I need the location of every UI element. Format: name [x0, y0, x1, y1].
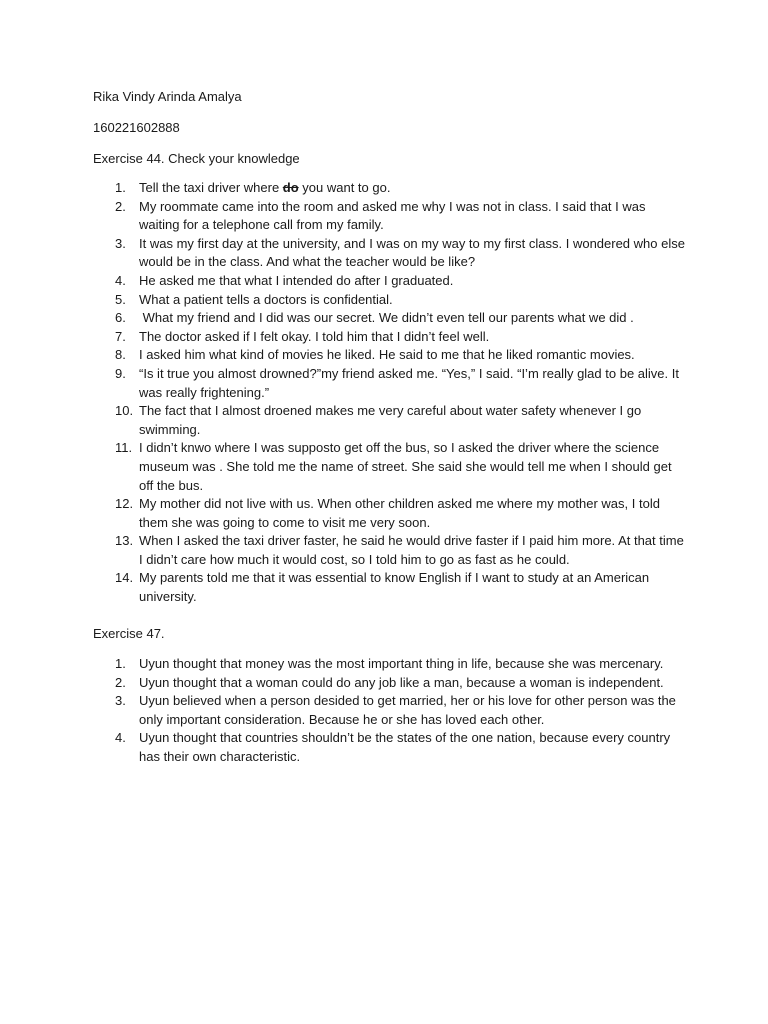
item-number: 4.: [115, 730, 126, 746]
item-text-before: Tell the taxi driver where: [139, 180, 283, 195]
list-item: [93, 674, 685, 693]
item-text: My mother did not live with us. When other children asked me where my mother was, I told them she was going to come to visit me very soon.: [139, 496, 660, 530]
item-text: Uyun believed when a person desided to get married, her or his love for other person was the only important consideration. Because he or she has loved each other.: [139, 693, 676, 727]
item-number: 6.: [115, 310, 126, 326]
item-number: 11.: [115, 440, 133, 456]
list-item: [93, 655, 685, 674]
item-number: 9.: [115, 365, 126, 381]
list-item: [93, 692, 685, 729]
struck-word: do: [282, 180, 299, 195]
item-number: 1.: [115, 656, 126, 671]
item-text: When I asked the taxi driver faster, he said he would drive faster if I paid him more. At that time I didn’t care how much it would cost, so I told him to go as fast as he could.: [139, 533, 684, 567]
item-number: 5.: [115, 291, 126, 307]
item-number: 2.: [115, 674, 126, 690]
list-item: [93, 179, 685, 198]
item-text: The doctor asked if I felt okay. I told him that I didn’t feel well.: [139, 328, 490, 344]
student-id: 160221602888: [93, 120, 180, 135]
item-text: Uyun thought that countries shouldn’t be the states of the one nation, because every country has their own characteristic.: [139, 730, 671, 764]
list-item: [93, 365, 685, 402]
item-number: 2.: [115, 198, 126, 214]
item-number: 3.: [115, 693, 126, 709]
item-text: Uyun thought that a woman could do any job like a man, because a woman is independent.: [139, 674, 664, 690]
item-text: He asked me that what I intended do after I graduated.: [139, 272, 454, 288]
list-item: [93, 532, 685, 569]
list-item: [93, 328, 685, 347]
item-number: 10.: [115, 403, 134, 419]
list-item: [93, 495, 685, 532]
item-text: It was my first day at the university, and I was on my way to my first class. I wondered who else would be in the class. And what the teacher would be like?: [139, 235, 685, 270]
item-number: 13.: [115, 533, 134, 549]
item-number: 7.: [115, 328, 126, 344]
exercise-47-list: [93, 655, 685, 767]
item-text: Uyun thought that money was the most important thing in life, because she was mercenary.: [139, 656, 664, 671]
exercise-44-title: Exercise 44. Check your knowledge: [93, 151, 300, 166]
list-item: [93, 402, 685, 439]
item-text: I asked him what kind of movies he liked. He said to me that he liked romantic movies.: [139, 347, 635, 363]
item-text: What a patient tells a doctors is confidential.: [139, 291, 393, 307]
item-text: I didn’t knwo where I was supposto get off the bus, so I asked the driver where the science museum was . She told me the name of street. She said she would tell me when I should get off the bus.: [139, 440, 672, 493]
list-item: [93, 569, 685, 606]
item-text-after: you want to go.: [298, 180, 391, 195]
item-text: What my friend and I did was our secret. We didn’t even tell our parents what we did .: [139, 310, 634, 326]
list-item: [93, 291, 685, 310]
item-number: 1.: [115, 180, 126, 195]
list-item: [93, 198, 685, 235]
list-item: [93, 235, 685, 272]
item-number: 3.: [115, 235, 126, 251]
exercise-47-title: Exercise 47.: [93, 626, 165, 641]
list-item: [93, 439, 685, 495]
item-text: The fact that I almost droened makes me very careful about water safety whenever I go swimming.: [139, 403, 642, 437]
list-item: [93, 272, 685, 291]
list-item: [93, 309, 685, 328]
item-number: 4.: [115, 272, 126, 288]
item-number: 12.: [115, 496, 134, 512]
list-item: [93, 729, 685, 766]
item-number: 8.: [115, 347, 126, 363]
list-item: [93, 346, 685, 365]
item-text: My roommate came into the room and asked me why I was not in class. I said that I was waiting for a telephone call from my family.: [139, 198, 646, 233]
item-text: “Is it true you almost drowned?”my friend asked me. “Yes,” I said. “I’m really glad to be alive. It was really frightening.”: [139, 365, 679, 400]
item-number: 14.: [115, 570, 134, 586]
exercise-44-list: [93, 179, 685, 607]
author-name: Rika Vindy Arinda Amalya: [93, 89, 242, 104]
item-text: My parents told me that it was essential to know English if I want to study at an American university.: [139, 570, 650, 605]
